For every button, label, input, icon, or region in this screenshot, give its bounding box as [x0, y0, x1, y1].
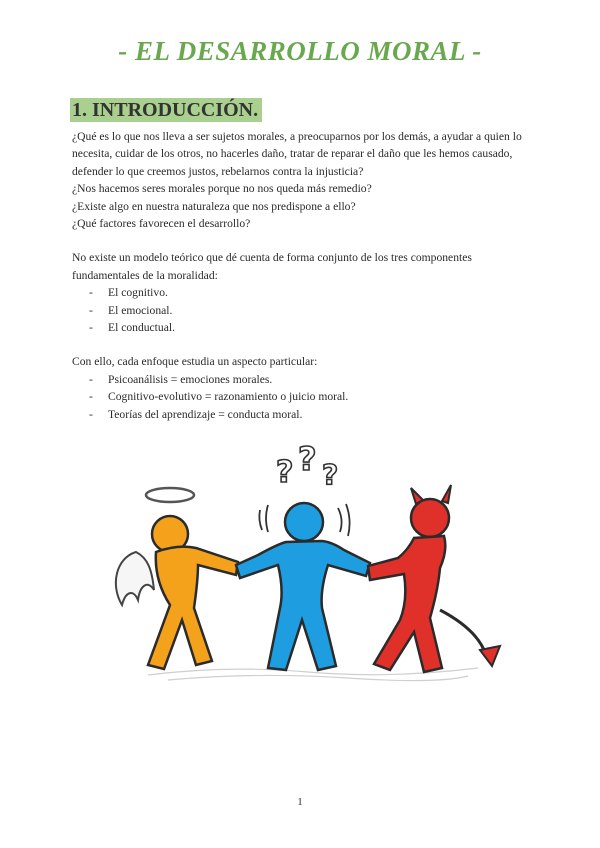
person-figure: [236, 440, 370, 670]
question-mark-icon: ?: [322, 458, 339, 491]
list-item-text: Teorías del aprendizaje = conducta moral.: [108, 407, 303, 421]
components-list: [72, 284, 532, 336]
intro-line: ¿Qué factores favorecen el desarrollo?: [72, 217, 251, 231]
document-title: - EL DESARROLLO MORAL -: [118, 36, 482, 66]
bullet-dash: -: [89, 303, 93, 317]
list-item-text: El cognitivo.: [108, 286, 168, 300]
list-item: [72, 406, 532, 423]
list-item-text: Psicoanálisis = emociones morales.: [108, 372, 273, 386]
list-item: [72, 371, 532, 388]
tail-icon: [440, 610, 486, 655]
approaches-list: [72, 371, 532, 423]
devil-figure: [368, 485, 500, 672]
tug-of-war-illustration: [108, 440, 508, 690]
list-item-text: El conductual.: [108, 321, 175, 335]
list-item: [72, 302, 532, 319]
approach-intro: Con ello, cada enfoque estudia un aspecto particular:: [72, 355, 318, 369]
intro-line: ¿Existe algo en nuestra naturaleza que nos predispone a ello?: [72, 199, 356, 213]
list-item: [72, 388, 532, 405]
list-item-text: El emocional.: [108, 303, 173, 317]
bullet-dash: -: [89, 321, 93, 335]
model-line: No existe un modelo teórico que dé cuenta de forma conjunto de los tres componentes: [72, 251, 472, 265]
body-text: [72, 128, 532, 423]
bullet-dash: -: [89, 390, 93, 404]
tail-tip-icon: [480, 646, 500, 666]
section-heading: 1. INTRODUCCIÓN.: [70, 98, 262, 122]
intro-line: defender lo que creemos justos, rebelarnos contra la injusticia?: [72, 164, 364, 178]
wing-icon: [116, 552, 154, 605]
model-line: fundamentales de la moralidad:: [72, 268, 218, 282]
intro-line: ¿Qué es lo que nos lleva a ser sujetos morales, a preocuparnos por los demás, a ayudar a quien lo: [72, 130, 522, 143]
halo-icon: [146, 488, 194, 502]
list-item: [72, 284, 532, 301]
question-mark-icon: ?: [298, 440, 317, 478]
page-number: 1: [297, 796, 303, 808]
intro-line: ¿Nos hacemos seres morales porque no nos queda más remedio?: [72, 182, 372, 196]
question-mark-icon: ?: [276, 455, 294, 490]
bullet-dash: -: [89, 372, 93, 386]
list-item: [72, 319, 532, 336]
intro-line: necesita, cuidar de los otros, no hacerles daño, tratar de reparar el daño que les hemos causado,: [72, 147, 513, 161]
angel-figure: [116, 488, 238, 669]
list-item-text: Cognitivo-evolutivo = razonamiento o juicio moral.: [108, 390, 349, 404]
bullet-dash: -: [89, 286, 93, 300]
bullet-dash: -: [89, 407, 93, 421]
